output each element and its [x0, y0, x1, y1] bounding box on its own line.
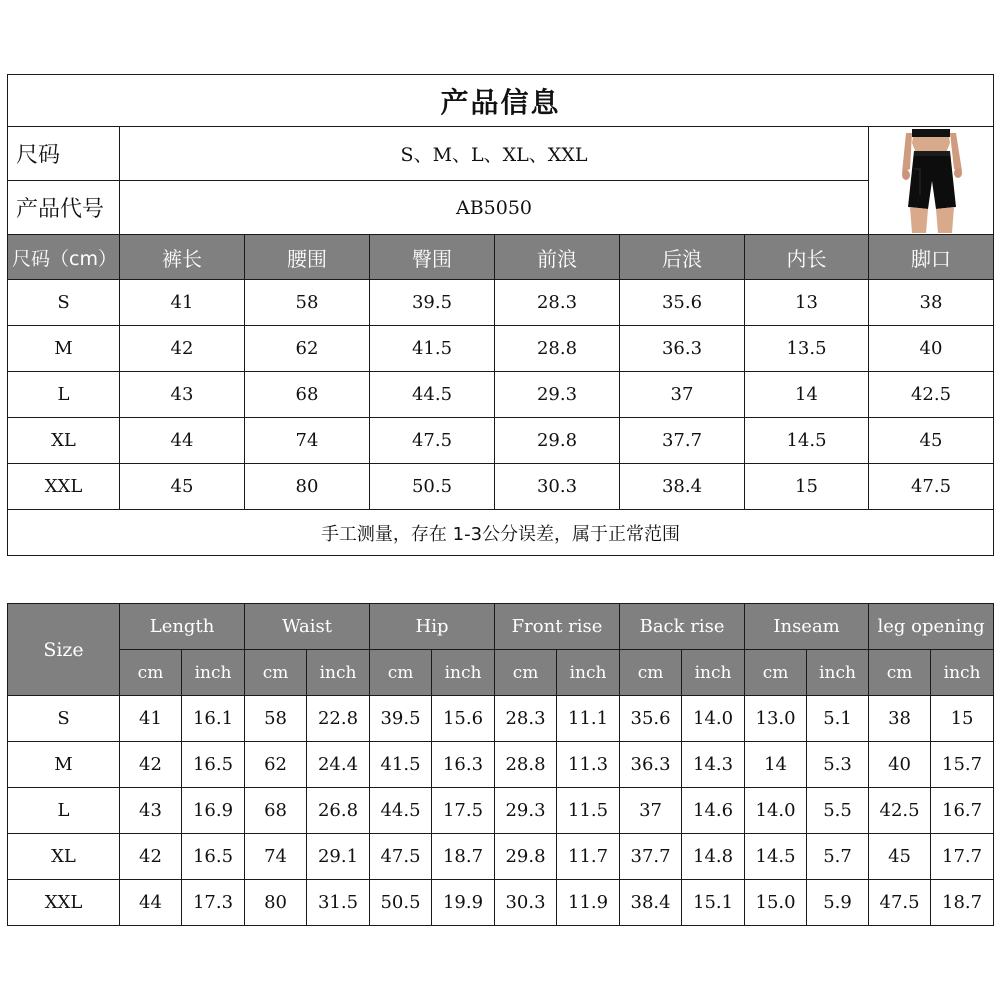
size-cell: L: [8, 788, 120, 834]
en-header-back-rise: Back rise: [620, 604, 745, 650]
value-cell: 28.8: [495, 326, 620, 372]
cn-header-hip: 臀围: [370, 235, 495, 280]
value-cell: 14.0: [745, 788, 807, 834]
value-cell: 38.4: [620, 464, 745, 510]
unit-inch: inch: [432, 650, 495, 696]
value-cell: 14: [745, 372, 869, 418]
value-cell: 5.7: [807, 834, 869, 880]
value-cell: 28.3: [495, 280, 620, 326]
table-row: [8, 280, 994, 326]
value-cell: 22.8: [307, 696, 370, 742]
value-cell: 16.9: [182, 788, 245, 834]
cn-header-inseam: 内长: [745, 235, 869, 280]
value-cell: 47.5: [370, 834, 432, 880]
value-cell: 44: [120, 880, 182, 926]
size-cell: S: [8, 696, 120, 742]
unit-cm: cm: [120, 650, 182, 696]
en-header-front-rise: Front rise: [495, 604, 620, 650]
value-cell: 40: [869, 742, 931, 788]
value-cell: 36.3: [620, 326, 745, 372]
value-cell: 13: [745, 280, 869, 326]
value-cell: 11.5: [557, 788, 620, 834]
value-cell: 13.5: [745, 326, 869, 372]
value-cell: 42.5: [869, 788, 931, 834]
value-cell: 45: [869, 834, 931, 880]
value-cell: 11.1: [557, 696, 620, 742]
value-cell: 36.3: [620, 742, 682, 788]
value-cell: 37.7: [620, 834, 682, 880]
table-row: [8, 880, 994, 926]
value-cell: 37: [620, 372, 745, 418]
value-cell: 80: [245, 464, 370, 510]
unit-inch: inch: [931, 650, 994, 696]
size-cell: XL: [8, 834, 120, 880]
value-cell: 42: [120, 834, 182, 880]
value-cell: 68: [245, 788, 307, 834]
value-cell: 5.3: [807, 742, 869, 788]
value-cell: 42.5: [869, 372, 994, 418]
value-cell: 58: [245, 280, 370, 326]
value-cell: 30.3: [495, 464, 620, 510]
value-cell: 68: [245, 372, 370, 418]
value-cell: 50.5: [370, 880, 432, 926]
value-cell: 37: [620, 788, 682, 834]
value-cell: 11.7: [557, 834, 620, 880]
value-cell: 15: [931, 696, 994, 742]
value-cell: 28.8: [495, 742, 557, 788]
unit-cm: cm: [869, 650, 931, 696]
value-cell: 16.5: [182, 742, 245, 788]
value-cell: 31.5: [307, 880, 370, 926]
value-cell: 11.9: [557, 880, 620, 926]
value-cell: 42: [120, 742, 182, 788]
size-cell: L: [8, 372, 120, 418]
value-cell: 80: [245, 880, 307, 926]
size-value: S、M、L、XL、XXL: [120, 127, 869, 181]
cn-table-body: [8, 280, 994, 510]
value-cell: 29.1: [307, 834, 370, 880]
value-cell: 26.8: [307, 788, 370, 834]
value-cell: 41.5: [370, 742, 432, 788]
value-cell: 41.5: [370, 326, 495, 372]
unit-inch: inch: [557, 650, 620, 696]
unit-cm: cm: [745, 650, 807, 696]
value-cell: 14.5: [745, 418, 869, 464]
value-cell: 29.8: [495, 418, 620, 464]
size-cell: XL: [8, 418, 120, 464]
value-cell: 14.0: [682, 696, 745, 742]
value-cell: 24.4: [307, 742, 370, 788]
value-cell: 42: [120, 326, 245, 372]
value-cell: 11.3: [557, 742, 620, 788]
value-cell: 47.5: [370, 418, 495, 464]
table-row: [8, 834, 994, 880]
value-cell: 16.7: [931, 788, 994, 834]
size-chart-table: [7, 603, 994, 926]
shorts-model-image: [876, 129, 986, 233]
en-header-hip: Hip: [370, 604, 495, 650]
value-cell: 15.1: [682, 880, 745, 926]
unit-inch: inch: [682, 650, 745, 696]
cn-header-back-rise: 后浪: [620, 235, 745, 280]
value-cell: 17.5: [432, 788, 495, 834]
value-cell: 41: [120, 696, 182, 742]
value-cell: 50.5: [370, 464, 495, 510]
value-cell: 45: [869, 418, 994, 464]
en-table-body: [8, 696, 994, 926]
unit-cm: cm: [245, 650, 307, 696]
value-cell: 38: [869, 280, 994, 326]
size-label: 尺码: [8, 127, 120, 181]
value-cell: 35.6: [620, 696, 682, 742]
value-cell: 18.7: [432, 834, 495, 880]
unit-header-row: [8, 650, 994, 696]
value-cell: 62: [245, 742, 307, 788]
unit-cm: cm: [370, 650, 432, 696]
value-cell: 39.5: [370, 280, 495, 326]
value-cell: 14.6: [682, 788, 745, 834]
table-row: [8, 326, 994, 372]
table-row: [8, 742, 994, 788]
size-cell: XXL: [8, 880, 120, 926]
value-cell: 14.5: [745, 834, 807, 880]
value-cell: 58: [245, 696, 307, 742]
table-row: [8, 788, 994, 834]
measurement-note: 手工测量，存在 1-3公分误差，属于正常范围: [8, 510, 994, 556]
table-row: [8, 372, 994, 418]
product-photo: [869, 127, 994, 235]
size-cell: S: [8, 280, 120, 326]
page-title: 产品信息: [8, 75, 994, 127]
value-cell: 19.9: [432, 880, 495, 926]
value-cell: 62: [245, 326, 370, 372]
size-cell: M: [8, 742, 120, 788]
cn-header-size: 尺码（cm）: [8, 235, 120, 280]
value-cell: 41: [120, 280, 245, 326]
value-cell: 17.3: [182, 880, 245, 926]
en-header-leg-opening: leg opening: [869, 604, 994, 650]
value-cell: 29.8: [495, 834, 557, 880]
value-cell: 16.5: [182, 834, 245, 880]
value-cell: 38: [869, 696, 931, 742]
value-cell: 5.1: [807, 696, 869, 742]
value-cell: 74: [245, 418, 370, 464]
value-cell: 15.6: [432, 696, 495, 742]
value-cell: 16.1: [182, 696, 245, 742]
size-cell: M: [8, 326, 120, 372]
value-cell: 28.3: [495, 696, 557, 742]
value-cell: 35.6: [620, 280, 745, 326]
value-cell: 74: [245, 834, 307, 880]
value-cell: 15.7: [931, 742, 994, 788]
en-header-waist: Waist: [245, 604, 370, 650]
code-label: 产品代号: [8, 181, 120, 235]
value-cell: 15: [745, 464, 869, 510]
value-cell: 43: [120, 372, 245, 418]
en-header-length: Length: [120, 604, 245, 650]
unit-inch: inch: [182, 650, 245, 696]
value-cell: 5.9: [807, 880, 869, 926]
en-header-size: Size: [8, 604, 120, 696]
value-cell: 30.3: [495, 880, 557, 926]
en-header-inseam: Inseam: [745, 604, 869, 650]
value-cell: 47.5: [869, 464, 994, 510]
value-cell: 44.5: [370, 788, 432, 834]
cn-header-length: 裤长: [120, 235, 245, 280]
value-cell: 29.3: [495, 372, 620, 418]
value-cell: 39.5: [370, 696, 432, 742]
value-cell: 43: [120, 788, 182, 834]
value-cell: 38.4: [620, 880, 682, 926]
value-cell: 5.5: [807, 788, 869, 834]
value-cell: 16.3: [432, 742, 495, 788]
table-row: [8, 418, 994, 464]
value-cell: 45: [120, 464, 245, 510]
value-cell: 15.0: [745, 880, 807, 926]
table-row: [8, 696, 994, 742]
value-cell: 14.3: [682, 742, 745, 788]
cn-header-front-rise: 前浪: [495, 235, 620, 280]
value-cell: 13.0: [745, 696, 807, 742]
unit-inch: inch: [307, 650, 370, 696]
unit-cm: cm: [620, 650, 682, 696]
code-value: AB5050: [120, 181, 869, 235]
value-cell: 47.5: [869, 880, 931, 926]
value-cell: 14: [745, 742, 807, 788]
value-cell: 44: [120, 418, 245, 464]
unit-inch: inch: [807, 650, 869, 696]
product-info-table: [7, 74, 994, 556]
value-cell: 18.7: [931, 880, 994, 926]
value-cell: 29.3: [495, 788, 557, 834]
value-cell: 14.8: [682, 834, 745, 880]
cn-header-leg-opening: 脚口: [869, 235, 994, 280]
value-cell: 37.7: [620, 418, 745, 464]
cn-header-waist: 腰围: [245, 235, 370, 280]
value-cell: 40: [869, 326, 994, 372]
value-cell: 17.7: [931, 834, 994, 880]
unit-cm: cm: [495, 650, 557, 696]
size-cell: XXL: [8, 464, 120, 510]
value-cell: 44.5: [370, 372, 495, 418]
table-row: [8, 464, 994, 510]
